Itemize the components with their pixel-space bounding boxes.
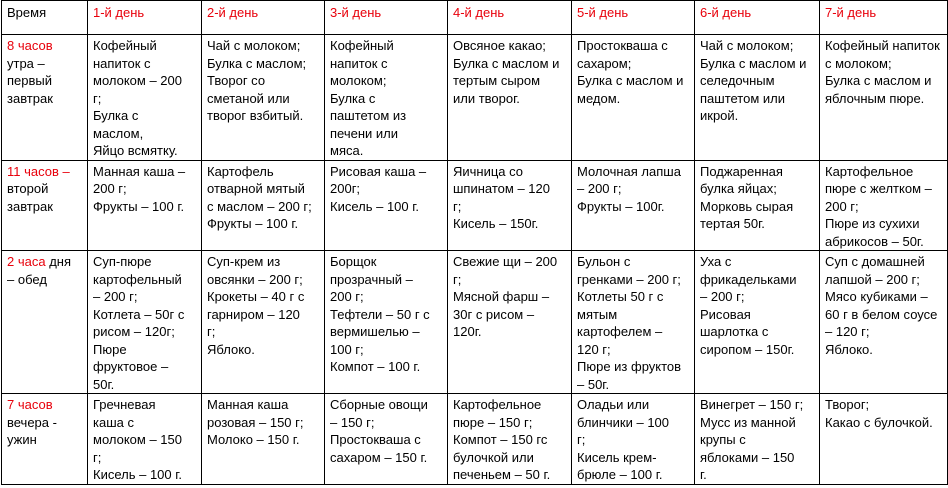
- meal-item-line: гренками – 200 г;: [577, 271, 681, 287]
- meal-item-line: сметаной или: [207, 90, 290, 106]
- meal-time-line: [7, 37, 82, 55]
- meal-time-line: вечера -: [7, 414, 57, 430]
- meal-item-line: напиток с: [330, 55, 388, 71]
- meal-item-line: Мусс из манной: [700, 414, 796, 430]
- meal-item-line: Булка с: [330, 90, 376, 106]
- meal-item-line: Чай с молоком;: [700, 38, 794, 53]
- meal-item-line: Оладьи или: [577, 397, 650, 412]
- header-day-label: 5-й день: [577, 5, 629, 20]
- header-day-2: [202, 1, 325, 35]
- meal-cell-day-6: [695, 251, 820, 394]
- meal-item-line: Простокваша с: [577, 38, 668, 53]
- meal-item-line: Кофейный: [330, 38, 394, 53]
- meal-item-line: Кисель крем-: [577, 449, 657, 465]
- header-day-3: [325, 1, 448, 35]
- meal-row: [2, 35, 948, 161]
- meal-item-line: каша с: [93, 414, 134, 430]
- meal-item-line: Манная каша: [207, 397, 289, 412]
- meal-time-line: [7, 163, 82, 181]
- meal-item-line: Картофельное: [453, 397, 542, 412]
- meal-item-line: Булка с маслом и: [825, 73, 932, 88]
- meal-item-line: Компот – 150 гс: [453, 432, 548, 447]
- table-body: [2, 1, 948, 485]
- meal-item-line: – 150 г;: [330, 414, 375, 430]
- meal-item-line: Булка с маслом и: [700, 55, 807, 71]
- header-row: [2, 1, 948, 35]
- meal-item-line: овсянки – 200 г;: [207, 271, 303, 287]
- meal-item-line: Творог со: [207, 73, 266, 88]
- meal-cell-day-6: [695, 394, 820, 485]
- meal-item-line: г.: [700, 467, 707, 482]
- meal-cell-day-2: [202, 251, 325, 394]
- meal-item-line: Молочная лапша: [577, 163, 681, 179]
- meal-item-line: с молоком;: [825, 55, 892, 71]
- meal-time-line: – обед: [7, 271, 47, 287]
- header-day-label: 2-й день: [207, 5, 259, 20]
- meal-item-line: Мясной фарш –: [453, 289, 550, 304]
- meal-item-line: г;: [207, 324, 216, 339]
- meal-item-line: Кисель – 150г.: [453, 216, 539, 231]
- meal-item-line: – 200 г;: [577, 181, 622, 196]
- meal-time-line: [7, 396, 82, 414]
- meal-item-line: лапшой – 200 г;: [825, 271, 920, 287]
- meal-time-cell: [2, 251, 88, 394]
- meal-item-line: икрой.: [700, 108, 739, 123]
- meal-item-line: Суп с домашней: [825, 254, 925, 269]
- meal-item-line: Творог;: [825, 397, 870, 412]
- meal-row: [2, 251, 948, 394]
- meal-item-line: молоком – 150: [93, 432, 182, 447]
- meal-item-line: вермишелью –: [330, 324, 420, 339]
- meal-item-line: Мясо кубиками –: [825, 289, 928, 304]
- meal-item-line: Овсяное какао;: [453, 38, 546, 53]
- meal-item-line: Рисовая каша –: [330, 163, 427, 179]
- meal-cell-day-4: [448, 35, 572, 161]
- meal-item-line: сиропом – 150г.: [700, 341, 795, 357]
- meal-cell-day-5: [572, 394, 695, 485]
- meal-item-line: Кофейный: [93, 38, 157, 53]
- meal-item-line: тертым сыром: [453, 73, 541, 88]
- meal-cell-day-6: [695, 160, 820, 251]
- meal-item-line: Манная каша –: [93, 163, 186, 179]
- meal-time-highlight: 11 часов –: [7, 163, 70, 179]
- meal-cell-day-4: [448, 394, 572, 485]
- meal-item-line: паштетом из: [330, 108, 407, 123]
- meal-cell-day-3: [325, 35, 448, 161]
- meal-item-line: г;: [453, 271, 462, 287]
- meal-cell-day-5: [572, 160, 695, 251]
- meal-item-line: Борщок: [330, 254, 377, 269]
- meal-cell-day-1: [88, 35, 202, 161]
- meal-item-line: медом.: [577, 90, 621, 106]
- meal-cell-day-5: [572, 35, 695, 161]
- header-day-4: [448, 1, 572, 35]
- meal-item-line: Пюре из сухихи: [825, 216, 920, 231]
- meal-item-line: Уха с: [700, 254, 732, 269]
- meal-item-line: Картофель: [207, 163, 274, 179]
- meal-time-line: первый: [7, 73, 53, 88]
- meal-item-line: – 200 г;: [93, 289, 138, 304]
- meal-item-line: печеньем – 50 г.: [453, 467, 551, 482]
- meal-cell-day-3: [325, 160, 448, 251]
- meal-item-line: Картофельное: [825, 163, 914, 179]
- meal-item-line: Пюре из фруктов: [577, 359, 682, 374]
- meal-item-line: Фрукты – 100 г.: [207, 216, 299, 231]
- meal-item-line: Морковь сырая: [700, 198, 794, 214]
- meal-item-line: картофельный: [93, 271, 182, 287]
- meal-cell-day-3: [325, 251, 448, 394]
- meal-item-line: гарниром – 120: [207, 306, 300, 322]
- meal-item-line: прозрачный –: [330, 271, 413, 287]
- meal-item-line: с маслом – 200 г;: [207, 198, 312, 214]
- meal-item-line: – 50г.: [577, 376, 610, 392]
- meal-item-line: Гречневая: [93, 397, 156, 412]
- meal-item-line: или творог.: [453, 90, 520, 106]
- meal-item-line: сахаром – 150 г.: [330, 449, 428, 465]
- meal-item-line: Рисовая: [700, 306, 751, 322]
- meal-time-line: завтрак: [7, 90, 53, 106]
- meal-time-highlight: 2 часа: [7, 254, 46, 269]
- meal-item-line: г;: [93, 449, 102, 465]
- meal-item-line: Булка с: [93, 108, 139, 123]
- meal-cell-day-2: [202, 394, 325, 485]
- meal-item-line: шарлотка с: [700, 324, 769, 339]
- meal-item-line: 50г.: [93, 376, 115, 392]
- header-time: [2, 1, 88, 35]
- meal-item-line: 200 г;: [330, 289, 364, 304]
- meal-item-line: 120г.: [453, 324, 482, 339]
- meal-row: [2, 160, 948, 251]
- meal-item-line: молоком;: [330, 73, 387, 88]
- meal-item-line: 60 г в белом соусе: [825, 306, 938, 322]
- meal-item-line: пюре с желтком –: [825, 181, 932, 196]
- meal-item-line: крупы с: [700, 432, 746, 447]
- meal-cell-day-1: [88, 160, 202, 251]
- meal-cell-day-3: [325, 394, 448, 485]
- meal-item-line: маслом,: [93, 125, 144, 141]
- meal-item-line: Котлета – 50г с: [93, 306, 185, 322]
- meal-item-line: сахаром;: [577, 55, 632, 71]
- meal-cell-day-2: [202, 35, 325, 161]
- meal-item-line: шпинатом – 120: [453, 181, 550, 196]
- meal-cell-day-4: [448, 160, 572, 251]
- meal-item-line: – 200 г;: [700, 289, 745, 304]
- meal-item-line: г;: [577, 432, 586, 447]
- meal-item-line: Простокваша с: [330, 432, 421, 447]
- header-day-1: [88, 1, 202, 35]
- meal-item-line: Молоко – 150 г.: [207, 432, 300, 447]
- meal-cell-day-7: [820, 251, 948, 394]
- meal-cell-day-6: [695, 35, 820, 161]
- meal-cell-day-7: [820, 35, 948, 161]
- meal-item-line: селедочным: [700, 73, 775, 88]
- meal-item-line: розовая – 150 г;: [207, 414, 304, 430]
- meal-item-line: Фрукты – 100 г.: [93, 198, 185, 214]
- meal-item-line: Чай с молоком;: [207, 38, 301, 53]
- meal-item-line: Яйцо всмятку.: [93, 143, 178, 158]
- meal-item-line: Кисель – 100 г.: [93, 467, 183, 482]
- meal-time-cell: [2, 160, 88, 251]
- header-day-6: [695, 1, 820, 35]
- header-day-label: 1-й день: [93, 5, 145, 20]
- meal-item-line: 200 г;: [825, 198, 859, 214]
- meal-row: [2, 394, 948, 485]
- meal-item-line: г;: [453, 198, 462, 214]
- meal-item-line: Яблоко.: [207, 341, 255, 357]
- meal-item-line: мяса.: [330, 143, 364, 158]
- meal-item-line: блинчики – 100: [577, 414, 670, 430]
- meal-cell-day-1: [88, 251, 202, 394]
- meal-item-line: булочкой или: [453, 449, 534, 465]
- meal-time-line: ужин: [7, 432, 37, 447]
- meal-item-line: 120 г;: [577, 341, 611, 357]
- meal-item-line: 30г с рисом –: [453, 306, 535, 322]
- meal-item-line: Тефтели – 50 г с: [330, 306, 430, 322]
- header-day-5: [572, 1, 695, 35]
- meal-time-highlight: 8 часов: [7, 38, 53, 53]
- header-day-label: 4-й день: [453, 5, 505, 20]
- meal-item-line: Булка с маслом и: [453, 55, 560, 71]
- meal-item-line: Яблоко.: [825, 341, 873, 357]
- meal-cell-day-5: [572, 251, 695, 394]
- meal-item-line: 200г;: [330, 181, 361, 196]
- meal-time-cell: [2, 35, 88, 161]
- meal-time-line: утра –: [7, 55, 45, 71]
- meal-item-line: булка яйцах;: [700, 181, 777, 196]
- meal-plan-table: [1, 0, 948, 485]
- meal-cell-day-7: [820, 160, 948, 251]
- meal-item-line: молоком – 200: [93, 73, 182, 88]
- meal-item-line: Какао с булочкой.: [825, 414, 933, 430]
- meal-time-cell: [2, 394, 88, 485]
- meal-item-line: пюре – 150 г;: [453, 414, 533, 430]
- meal-item-line: 100 г;: [330, 341, 364, 357]
- meal-item-line: яблоками – 150: [700, 449, 795, 465]
- meal-item-line: абрикосов – 50г.: [825, 233, 924, 249]
- meal-cell-day-7: [820, 394, 948, 485]
- meal-item-line: Котлеты 50 г с: [577, 289, 664, 304]
- meal-item-line: – 120 г;: [825, 324, 870, 339]
- meal-item-line: фруктовое –: [93, 359, 169, 374]
- meal-item-line: Суп-крем из: [207, 254, 281, 269]
- meal-item-line: Винегрет – 150 г;: [700, 397, 804, 412]
- meal-item-line: Пюре: [93, 341, 127, 357]
- meal-item-line: паштетом или: [700, 90, 786, 106]
- meal-item-line: отварной мятый: [207, 181, 305, 196]
- meal-item-line: Кисель – 100 г.: [330, 198, 420, 214]
- meal-item-line: Свежие щи – 200: [453, 254, 558, 269]
- meal-item-line: напиток с: [93, 55, 151, 71]
- meal-item-line: Сборные овощи: [330, 397, 428, 412]
- meal-cell-day-1: [88, 394, 202, 485]
- meal-item-line: творог взбитый.: [207, 108, 304, 123]
- meal-time-suffix: дня: [45, 254, 71, 269]
- meal-item-line: Бульон с: [577, 254, 631, 269]
- meal-time-line: завтрак: [7, 198, 53, 214]
- meal-item-line: картофелем –: [577, 324, 663, 339]
- header-time-label: Время: [7, 5, 47, 20]
- meal-item-line: Поджаренная: [700, 163, 783, 179]
- header-day-7: [820, 1, 948, 35]
- meal-item-line: яблочным пюре.: [825, 90, 925, 106]
- header-day-label: 6-й день: [700, 5, 752, 20]
- meal-cell-day-4: [448, 251, 572, 394]
- meal-item-line: Яичница со: [453, 163, 524, 179]
- meal-item-line: Фрукты – 100г.: [577, 198, 665, 214]
- meal-item-line: печени или: [330, 125, 399, 141]
- meal-item-line: Компот – 100 г.: [330, 359, 421, 374]
- meal-time-line: [7, 253, 82, 271]
- header-day-label: 3-й день: [330, 5, 382, 20]
- meal-item-line: г;: [93, 90, 102, 106]
- meal-item-line: фрикадельками: [700, 271, 797, 287]
- header-day-label: 7-й день: [825, 5, 877, 20]
- meal-item-line: 200 г;: [93, 181, 127, 196]
- meal-item-line: Крокеты – 40 г с: [207, 289, 305, 304]
- meal-item-line: брюле – 100 г.: [577, 467, 663, 482]
- meal-item-line: тертая 50г.: [700, 216, 765, 231]
- meal-time-line: второй: [7, 181, 49, 196]
- meal-item-line: Суп-пюре: [93, 254, 152, 269]
- meal-item-line: Булка с маслом и: [577, 73, 684, 88]
- meal-item-line: мятым: [577, 306, 618, 322]
- meal-time-highlight: 7 часов: [7, 397, 53, 412]
- meal-item-line: Кофейный напиток: [825, 38, 940, 53]
- meal-item-line: Булка с маслом;: [207, 55, 307, 71]
- meal-item-line: рисом – 120г;: [93, 324, 175, 339]
- meal-cell-day-2: [202, 160, 325, 251]
